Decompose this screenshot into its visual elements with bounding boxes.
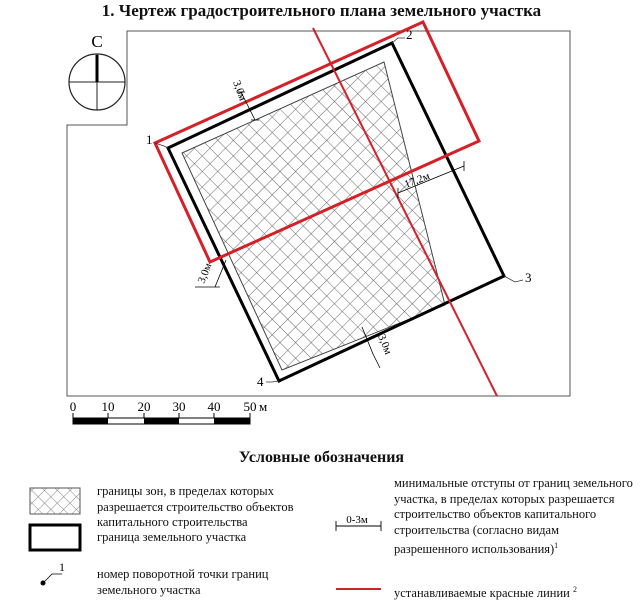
compass-north-label: С	[91, 32, 103, 51]
plan-title: 1. Чертеж градостроительного плана земельного участка	[101, 1, 542, 20]
scale-bar	[73, 413, 250, 424]
scale-label-40: 40	[207, 399, 221, 414]
scale-label-10: 10	[101, 399, 115, 414]
legend-setback-body: минимальные отступы от границ земельного участка, в пределах которых разрешается строительство объектов капитального строительства (согласно видам разрешенного использования)	[394, 476, 633, 557]
compass-icon	[69, 54, 125, 110]
legend-point-text: номер поворотной точки границ земельного участка	[97, 567, 269, 597]
legend-point-number: 1	[59, 560, 65, 574]
point-3-label: 3	[525, 270, 532, 285]
legend-title: Условные обозначения	[238, 449, 405, 466]
scale-label-20: 20	[137, 399, 151, 414]
scale-label-30: 30	[172, 399, 186, 414]
legend-parcel-text: граница земельного участка	[97, 530, 247, 544]
scale-unit: м	[259, 399, 268, 414]
legend-zone-text: границы зон, в пределах которых разрешается строительство объектов капитального строительства	[97, 484, 294, 529]
legend-point-symbol	[41, 574, 63, 586]
point-2-label: 2	[406, 27, 413, 42]
dimension-top-label: 3,0м	[230, 78, 249, 103]
dimension-bottom-label: 3,0м	[375, 332, 395, 357]
legend-red-lines-body: устанавливаемые красные линии	[394, 586, 570, 601]
legend-red-lines-text	[394, 582, 634, 602]
legend-zone-symbol	[30, 488, 80, 514]
legend-setback-text	[394, 476, 634, 558]
dimension-left-label: 3,0м	[195, 261, 215, 286]
legend-parcel-symbol	[30, 525, 80, 550]
point-4-label: 4	[257, 374, 264, 389]
point-1-label: 1	[146, 132, 153, 147]
scale-label-50: 50	[243, 399, 257, 414]
dimension-right-label: 17,2м	[402, 170, 432, 191]
legend-setback-footnote: 1	[554, 541, 559, 550]
scale-label-0: 0	[69, 399, 77, 414]
legend-setback-label: 0-3м	[346, 514, 368, 526]
legend-red-lines-footnote: 2	[572, 585, 577, 594]
